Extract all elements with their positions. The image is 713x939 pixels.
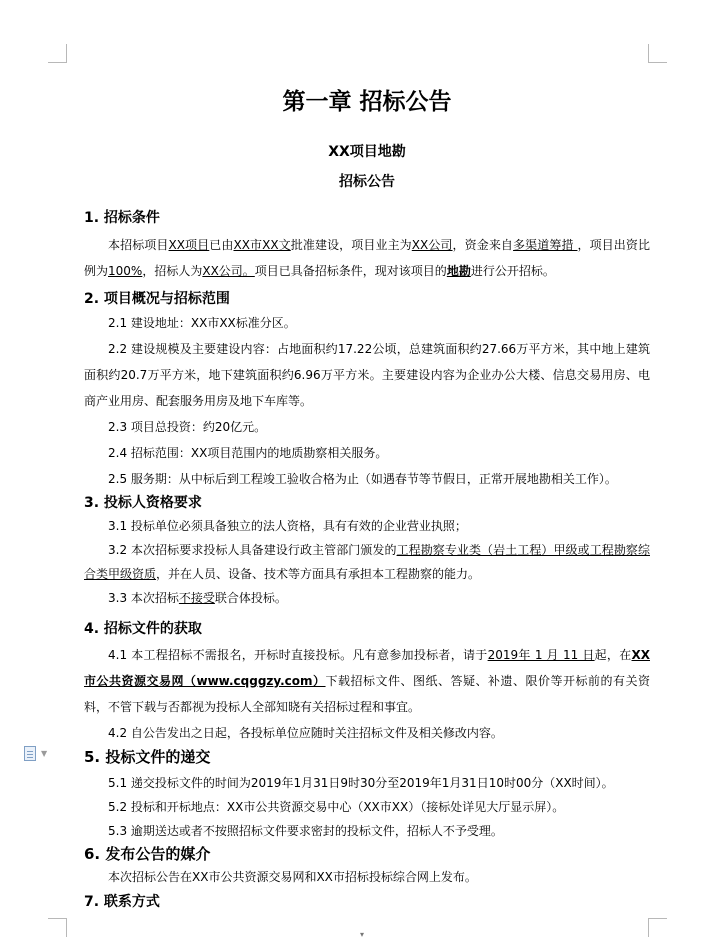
section-heading-4: 4. 招标文件的获取: [84, 621, 202, 637]
item-2-3: 2.3 项目总投资：约20亿元。: [108, 420, 267, 434]
item-6-1: 本次招标公告在XX市公共资源交易网和XX市招标投标综合网上发布。: [108, 870, 477, 884]
item-3-1: 3.1 投标单位必须具备独立的法人资格，具有有效的企业营业执照；: [108, 519, 467, 533]
item-3-3: 3.3 本次招标不接受联合体投标。: [108, 591, 287, 605]
item-3-2: 3.2 本次招标要求投标人具备建设行政主管部门颁发的工程勘察专业类（岩土工程）甲级或工程勘察综合类甲级资质，并在人员、设备、技术等方面具有承担本工程勘察的能力。: [84, 543, 650, 581]
section-heading-7: 7. 联系方式: [84, 894, 160, 910]
item-4-2: 4.2 自公告发出之日起，各投标单位应随时关注招标文件及相关修改内容。: [108, 726, 503, 740]
section-heading-3: 3. 投标人资格要求: [84, 495, 202, 511]
margin-corner-bottom-right: [648, 918, 667, 937]
item-4-1: 4.1 本工程招标不需报名，开标时直接投标。凡有意参加投标者，请于2019年 1 月 11 日起，在XX市公共资源交易网（www.cqggzy.com）下载招标文件、图纸、答疑、补遗、限价等开标前的有关资料，不管下载与否都视为投标人全部知晓有关招标过程和事宜。: [84, 648, 650, 714]
margin-corner-bottom-left: [48, 918, 67, 937]
item-2-4: 2.4 招标范围：XX项目范围内的地质勘察相关服务。: [108, 446, 388, 460]
section-heading-2: 2. 项目概况与招标范围: [84, 291, 230, 307]
paragraph-mark-icon: ▾: [360, 930, 365, 939]
item-5-3: 5.3 逾期送达或者不按照招标文件要求密封的投标文件，招标人不予受理。: [108, 824, 503, 838]
project-name: XX项目地勘: [328, 144, 406, 160]
margin-corner-top-left: [48, 44, 67, 63]
item-2-2: 2.2 建设规模及主要建设内容：占地面积约17.22公顷，总建筑面积约27.66万平方米，其中地上建筑面积约20.7万平方米，地下建筑面积约6.96万平方米。主要建设内容为企业办公大楼、信息交易用房、电商产业用房、配套服务用房及地下车库等。: [84, 342, 650, 408]
item-5-2: 5.2 投标和开标地点：XX市公共资源交易中心（XX市XX）（接标处详见大厅显示屏）。: [108, 800, 565, 814]
margin-corner-top-right: [648, 44, 667, 63]
document-icon[interactable]: [24, 746, 36, 761]
item-2-5: 2.5 服务期：从中标后到工程竣工验收合格为止（如遇春节等节假日，正常开展地勘相关工作）。: [108, 472, 617, 486]
paragraph-1: 本招标项目XX项目已由XX市XX文批准建设，项目业主为XX公司，资金来自多渠道筹措 ，项目出资比例为100%，招标人为XX公司。项目已具备招标条件，现对该项目的地勘进行公开招标。: [84, 238, 650, 278]
chapter-title: 第一章 招标公告: [282, 88, 452, 115]
chevron-down-icon[interactable]: ▼: [41, 749, 48, 758]
section-heading-1: 1. 招标条件: [84, 210, 160, 226]
item-5-1: 5.1 递交投标文件的时间为2019年1月31日9时30分至2019年1月31日10时00分（XX时间）。: [108, 776, 614, 790]
section-heading-5: 5. 投标文件的递交: [84, 748, 211, 766]
document-body: [84, 80, 650, 913]
item-2-1: 2.1 建设地址：XX市XX标准分区。: [108, 316, 296, 330]
section-heading-6: 6. 发布公告的媒介: [84, 845, 211, 863]
notice-title: 招标公告: [339, 174, 395, 190]
